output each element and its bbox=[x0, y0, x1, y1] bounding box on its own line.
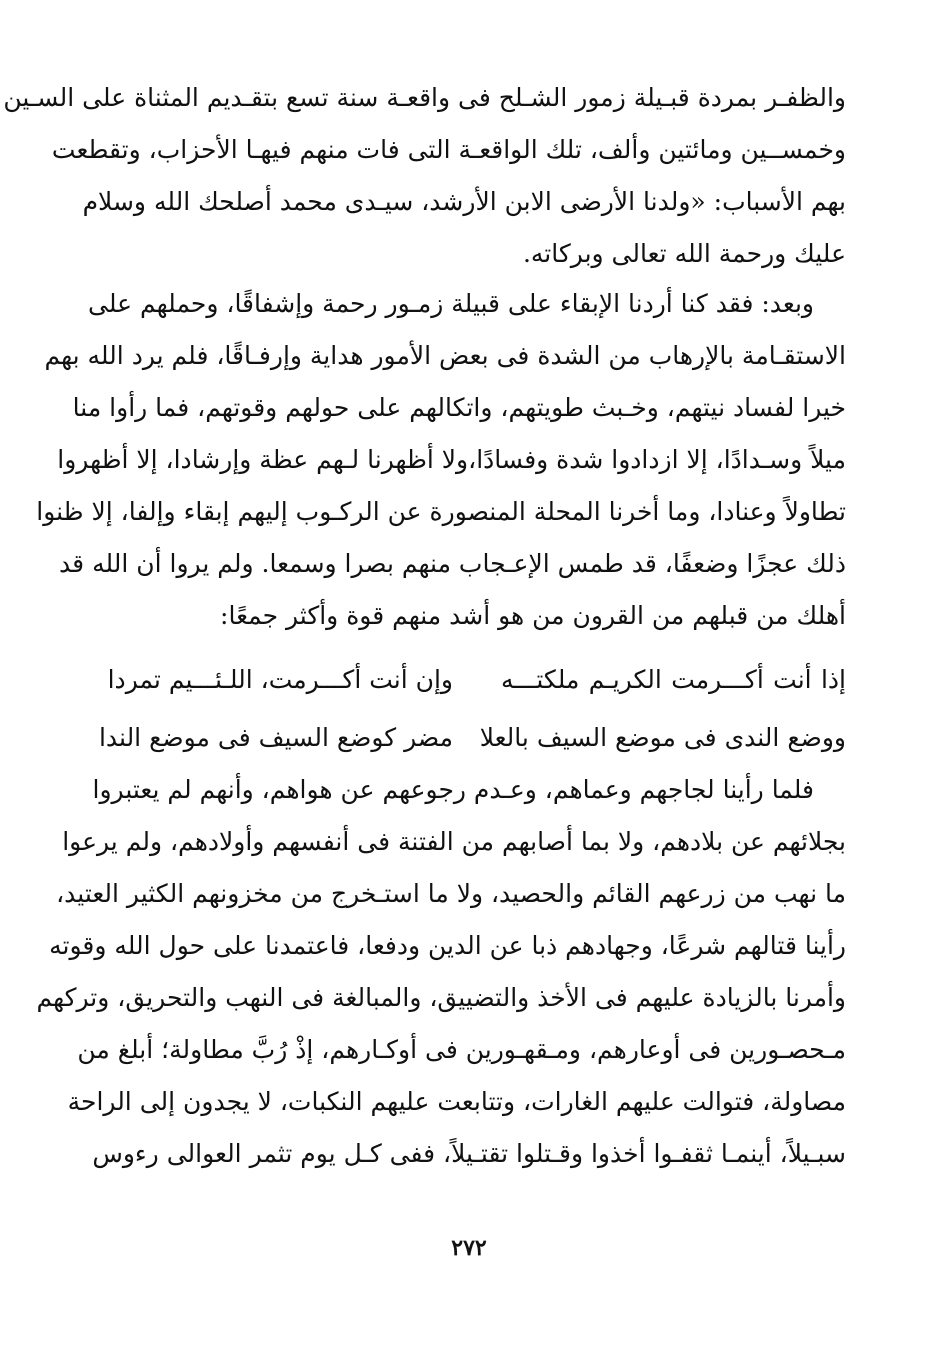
text-line: وبعد: فقد كنا أردنا الإبقاء على قبيلة زمـور رحمة وإشفاقًا، وحملهم على bbox=[88, 289, 814, 318]
text-line: فلما رأينا لجاجهم وعماهم، وعـدم رجوعهم عن هواهم، وأنهم لم يعتبروا bbox=[92, 775, 814, 804]
text-line: ذلك عجزًا وضعفًا، قد طمس الإعـجاب منهم بصرا وسمعا. ولم يروا أن الله قد bbox=[59, 549, 846, 578]
text-line: بهم الأسباب: «ولدنا الأرضى الابن الأرشد، سيـدى محمد أصلحك الله وسلام bbox=[82, 187, 846, 216]
text-line: خيرا لفساد نيتهم، وخـبث طويتهم، واتكالهم على حولهم وقوتهم، فما رأوا منا bbox=[72, 393, 846, 422]
text-line: والظفـر بمردة قبـيلة زمور الشـلح فى واقعـة سنة تسع بتقـديم المثناة على السـين bbox=[3, 83, 846, 112]
text-line: مصاولة، فتوالت عليهم الغارات، وتتابعت عليهم النكبات، لا يجدون إلى الراحة bbox=[67, 1087, 846, 1116]
poetry-verse bbox=[108, 654, 846, 706]
page-number: ٢٧٢ bbox=[451, 1235, 487, 1261]
paragraph-opening bbox=[3, 72, 846, 280]
text-line: وأمرنا بالزيادة عليهم فى الأخذ والتضييق، والمبالغة فى النهب والتحريق، وتركهم bbox=[36, 983, 846, 1012]
text-line: تطاولاً وعنادا، وما أخرنا المحلة المنصورة عن الركـوب إليهم إبقاء وإلفا، إلا ظنوا bbox=[36, 497, 846, 526]
text-line: عليك ورحمة الله تعالى وبركاته. bbox=[522, 239, 846, 268]
verse-second-hemistich: مضر كوضع السيف فى موضع الندا bbox=[98, 723, 453, 752]
verse-second-hemistich: وإن أنت أكـــرمت، اللـئـــيم تمردا bbox=[107, 665, 453, 694]
text-line: رأينا قتالهم شرعًا، وجهادهم ذبا عن الدين ودفعا، فاعتمدنا على حول الله وقوته bbox=[49, 931, 846, 960]
poetry-verse bbox=[98, 712, 846, 764]
text-line: أهلك من قبلهم من القرون من هو أشد منهم قوة وأكثر جمعًا: bbox=[220, 601, 846, 630]
text-line: سبـيلاً، أينمـا ثقفـوا أخذوا وقـتلوا تقتـيلاً، ففى كـل يوم تثمر العوالى رءوس bbox=[92, 1139, 846, 1168]
paragraph-closing bbox=[36, 764, 846, 1180]
text-line: ميلاً وسـدادًا، إلا ازدادوا شدة وفسادًا،ولا أظهرنا لـهم عظة وإرشادا، إلا أظهروا bbox=[57, 445, 846, 474]
text-line: مـحصـورين فى أوعارهم، ومـقهـورين فى أوكـارهم، إذْ رُبَّ مطاولة؛ أبلغ من bbox=[77, 1035, 846, 1064]
text-line: وخمســين ومائتين وألف، تلك الواقعـة التى فات منهم فيهـا الأحزاب، وتقطعت bbox=[51, 135, 846, 164]
text-line: الاستقـامة بالإرهاب من الشدة فى بعض الأمور هداية وإرفـاقًا، فلم يرد الله بهم bbox=[44, 341, 846, 370]
paragraph-main bbox=[36, 278, 846, 642]
verse-first-hemistich: إذا أنت أكـــرمت الكريـم ملكتـــه bbox=[501, 665, 846, 694]
verse-first-hemistich: ووضع الندى فى موضع السيف بالعلا bbox=[479, 723, 846, 752]
text-line: بجلائهم عن بلادهم، ولا بما أصابهم من الفتنة فى أنفسهم وأولادهم، ولم يرعوا bbox=[62, 827, 846, 856]
text-line: ما نهب من زرعهم القائم والحصيد، ولا ما استـخرج من مخزونهم الكثير العتيد، bbox=[56, 879, 846, 908]
